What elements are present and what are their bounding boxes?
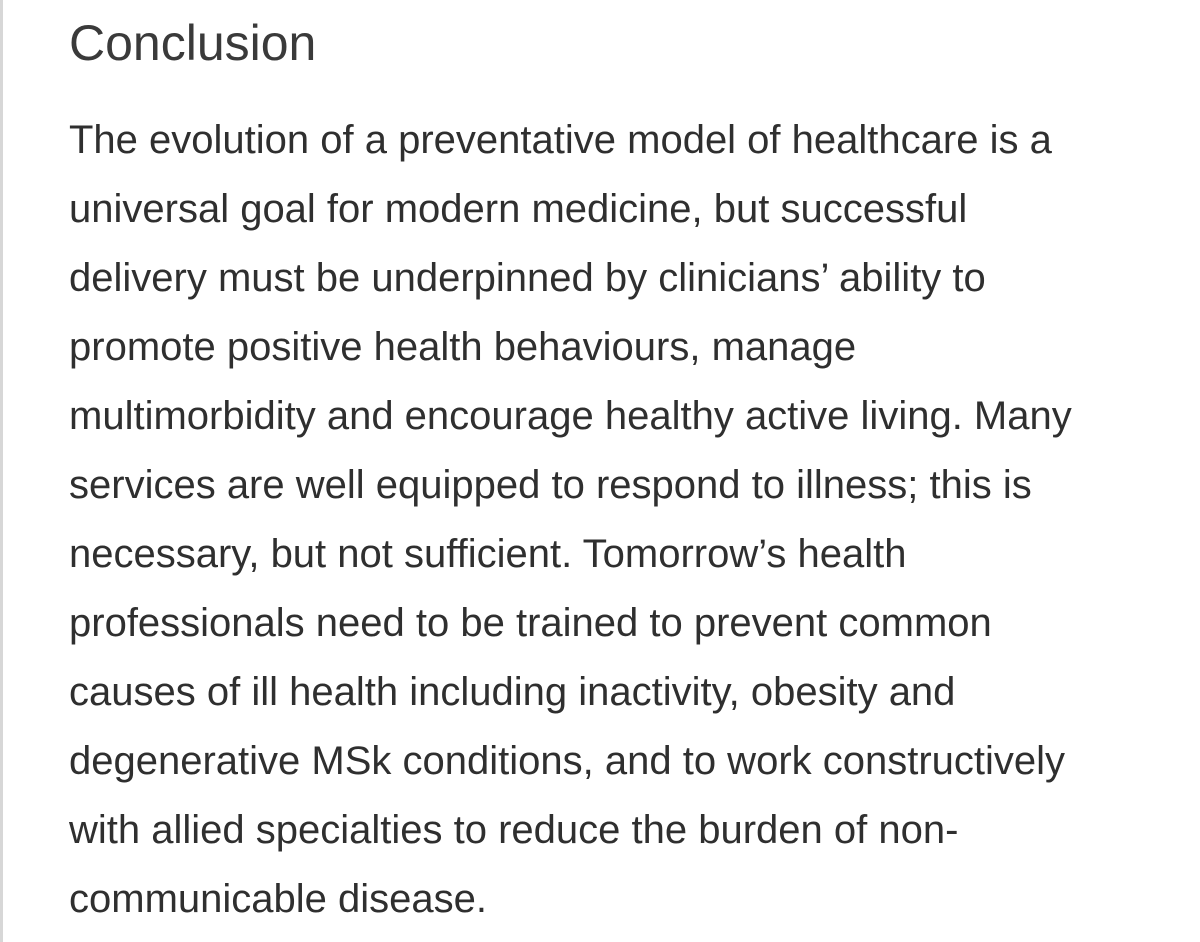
conclusion-paragraph <box>69 106 1072 934</box>
paragraph-line: promote positive health behaviours, manage <box>69 325 857 369</box>
paragraph-line: universal goal for modern medicine, but successful <box>69 187 968 231</box>
paragraph-line: delivery must be underpinned by clinicians’ ability to <box>69 256 986 300</box>
paragraph-line: multimorbidity and encourage healthy active living. Many <box>69 394 1072 438</box>
paragraph-line: professionals need to be trained to prevent common <box>69 601 992 645</box>
section-heading: Conclusion <box>69 15 317 71</box>
paragraph-line: services are well equipped to respond to illness; this is <box>69 463 1032 507</box>
paragraph-line: degenerative MSk conditions, and to work constructively <box>69 739 1066 783</box>
paragraph-line: communicable disease. <box>69 877 487 921</box>
paragraph-line: causes of ill health including inactivity, obesity and <box>69 670 956 714</box>
paragraph-line: necessary, but not sufficient. Tomorrow’s health <box>69 532 907 576</box>
paragraph-line: The evolution of a preventative model of healthcare is a <box>69 118 1052 162</box>
paragraph-line: with allied specialties to reduce the burden of non- <box>69 808 959 852</box>
